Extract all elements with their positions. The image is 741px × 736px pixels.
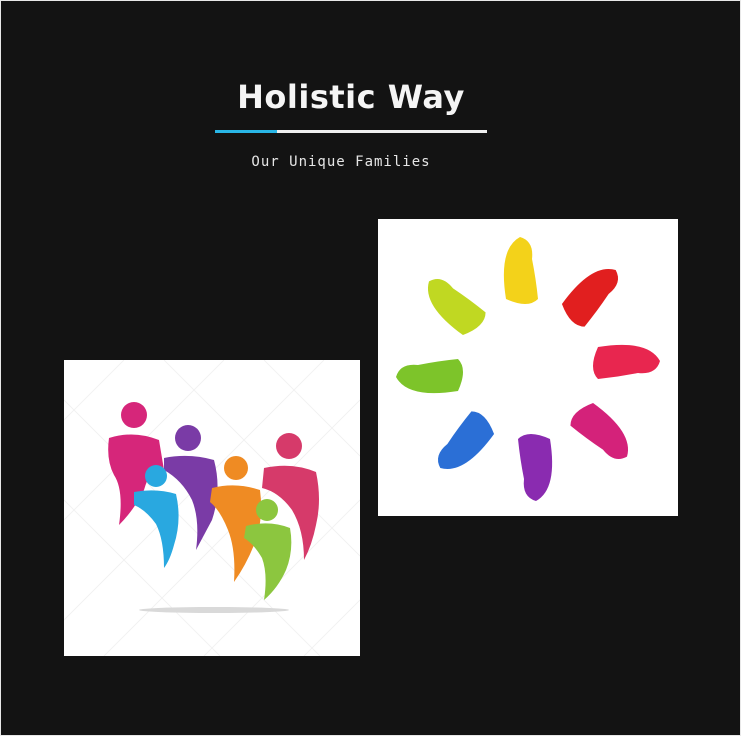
title-underline-accent <box>215 130 277 133</box>
title-underline <box>215 130 487 133</box>
page-title: Holistic Way <box>237 78 465 116</box>
family-figures-icon <box>64 360 360 656</box>
rainbow-hands-icon <box>378 219 678 516</box>
page-subtitle: Our Unique Families <box>251 154 431 170</box>
hands-circle-illustration <box>378 219 678 516</box>
family-illustration <box>64 360 360 656</box>
